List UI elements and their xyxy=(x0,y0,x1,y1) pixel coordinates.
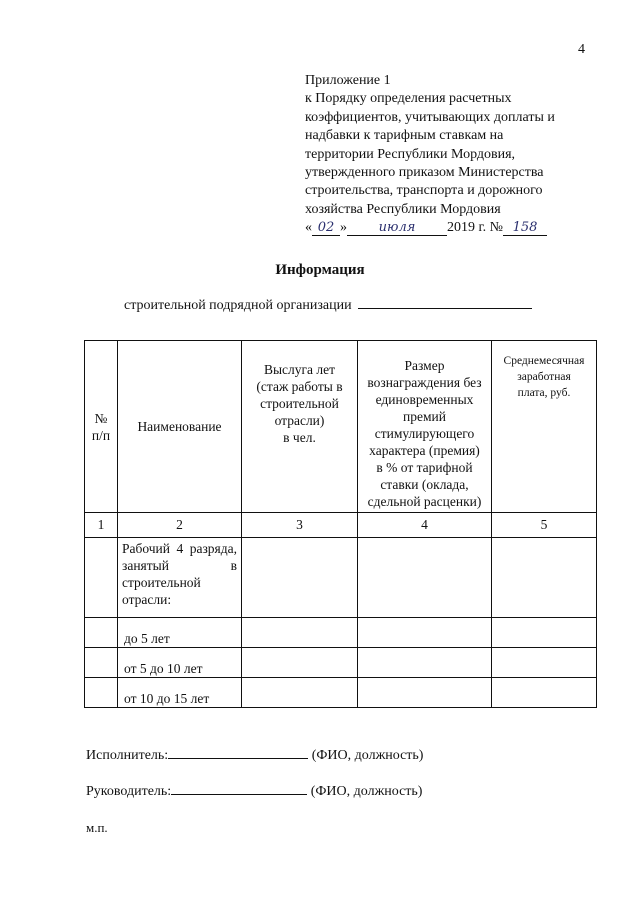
header-number: № п/п xyxy=(85,341,118,513)
category-row xyxy=(85,538,597,618)
appendix-line: надбавки к тарифным ставкам на xyxy=(305,128,504,144)
cell-empty xyxy=(85,648,118,678)
page-number: 4 xyxy=(578,42,585,57)
col-number: 4 xyxy=(358,513,492,538)
document-title: Информация xyxy=(275,262,365,278)
information-table xyxy=(84,340,597,708)
organization-label: строительной подрядной организации xyxy=(124,298,352,313)
cell-empty xyxy=(358,538,492,618)
head-blank xyxy=(171,782,307,795)
order-date-line: « 02 » июля 2019 г. № 158 xyxy=(305,219,605,237)
row-label: от 10 до 15 лет xyxy=(118,678,242,708)
order-year: 2019 г. № xyxy=(447,220,504,236)
cell-empty xyxy=(85,618,118,648)
cell-empty xyxy=(358,678,492,708)
organization-blank xyxy=(358,296,532,309)
order-day: 02 xyxy=(312,220,340,236)
cell-empty xyxy=(85,538,118,618)
appendix-header xyxy=(305,72,605,238)
appendix-line: хозяйства Республики Мордовия xyxy=(305,201,501,217)
header-row xyxy=(85,341,597,513)
col-number: 3 xyxy=(242,513,358,538)
stamp-place: м.п. xyxy=(86,820,108,835)
executor-label: Исполнитель: xyxy=(86,748,169,763)
executor-hint: (ФИО, должность) xyxy=(311,748,424,763)
row-label: от 5 до 10 лет xyxy=(118,648,242,678)
head-label: Руководитель: xyxy=(86,784,172,799)
appendix-line: Приложение 1 xyxy=(305,73,391,88)
cell-empty xyxy=(358,648,492,678)
header-reward: Размер вознаграждения без единовременных премий стимулирующего характера (премия) в % от тарифной ставки (оклада, сдельной расценки) xyxy=(358,341,492,513)
cell-empty xyxy=(85,678,118,708)
cell-empty xyxy=(492,618,597,648)
order-month: июля xyxy=(347,220,447,236)
cell-empty xyxy=(242,538,358,618)
organization-line xyxy=(124,296,532,314)
appendix-line: территории Республики Мордовия, xyxy=(305,146,516,162)
appendix-line: утвержденного приказом Министерства xyxy=(305,165,544,181)
cell-empty xyxy=(492,538,597,618)
appendix-line: к Порядку определения расчетных xyxy=(305,91,512,107)
head-hint: (ФИО, должность) xyxy=(310,784,423,799)
executor-blank xyxy=(168,746,308,759)
header-salary: Среднемесячная заработная плата, руб. xyxy=(492,341,597,513)
appendix-line: строительства, транспорта и дорожного xyxy=(305,183,543,199)
col-number: 1 xyxy=(85,513,118,538)
table-row xyxy=(85,648,597,678)
cell-empty xyxy=(492,648,597,678)
col-number: 2 xyxy=(118,513,242,538)
col-number: 5 xyxy=(492,513,597,538)
table-row xyxy=(85,678,597,708)
table-row xyxy=(85,618,597,648)
cell-empty xyxy=(242,678,358,708)
category-label: Рабочий 4 разряда, занятый в строительной отрасли: xyxy=(118,538,242,618)
executor-signature-line xyxy=(86,746,423,764)
head-signature-line xyxy=(86,782,422,800)
appendix-line: коэффициентов, учитывающих доплаты и xyxy=(305,109,555,125)
cell-empty xyxy=(242,618,358,648)
header-name: Наименование xyxy=(118,341,242,513)
cell-empty xyxy=(242,648,358,678)
cell-empty xyxy=(492,678,597,708)
header-seniority: Выслуга лет (стаж работы в строительной отрасли) в чел. xyxy=(242,341,358,513)
column-number-row xyxy=(85,513,597,538)
order-number: 158 xyxy=(503,220,547,236)
cell-empty xyxy=(358,618,492,648)
row-label: до 5 лет xyxy=(118,618,242,648)
